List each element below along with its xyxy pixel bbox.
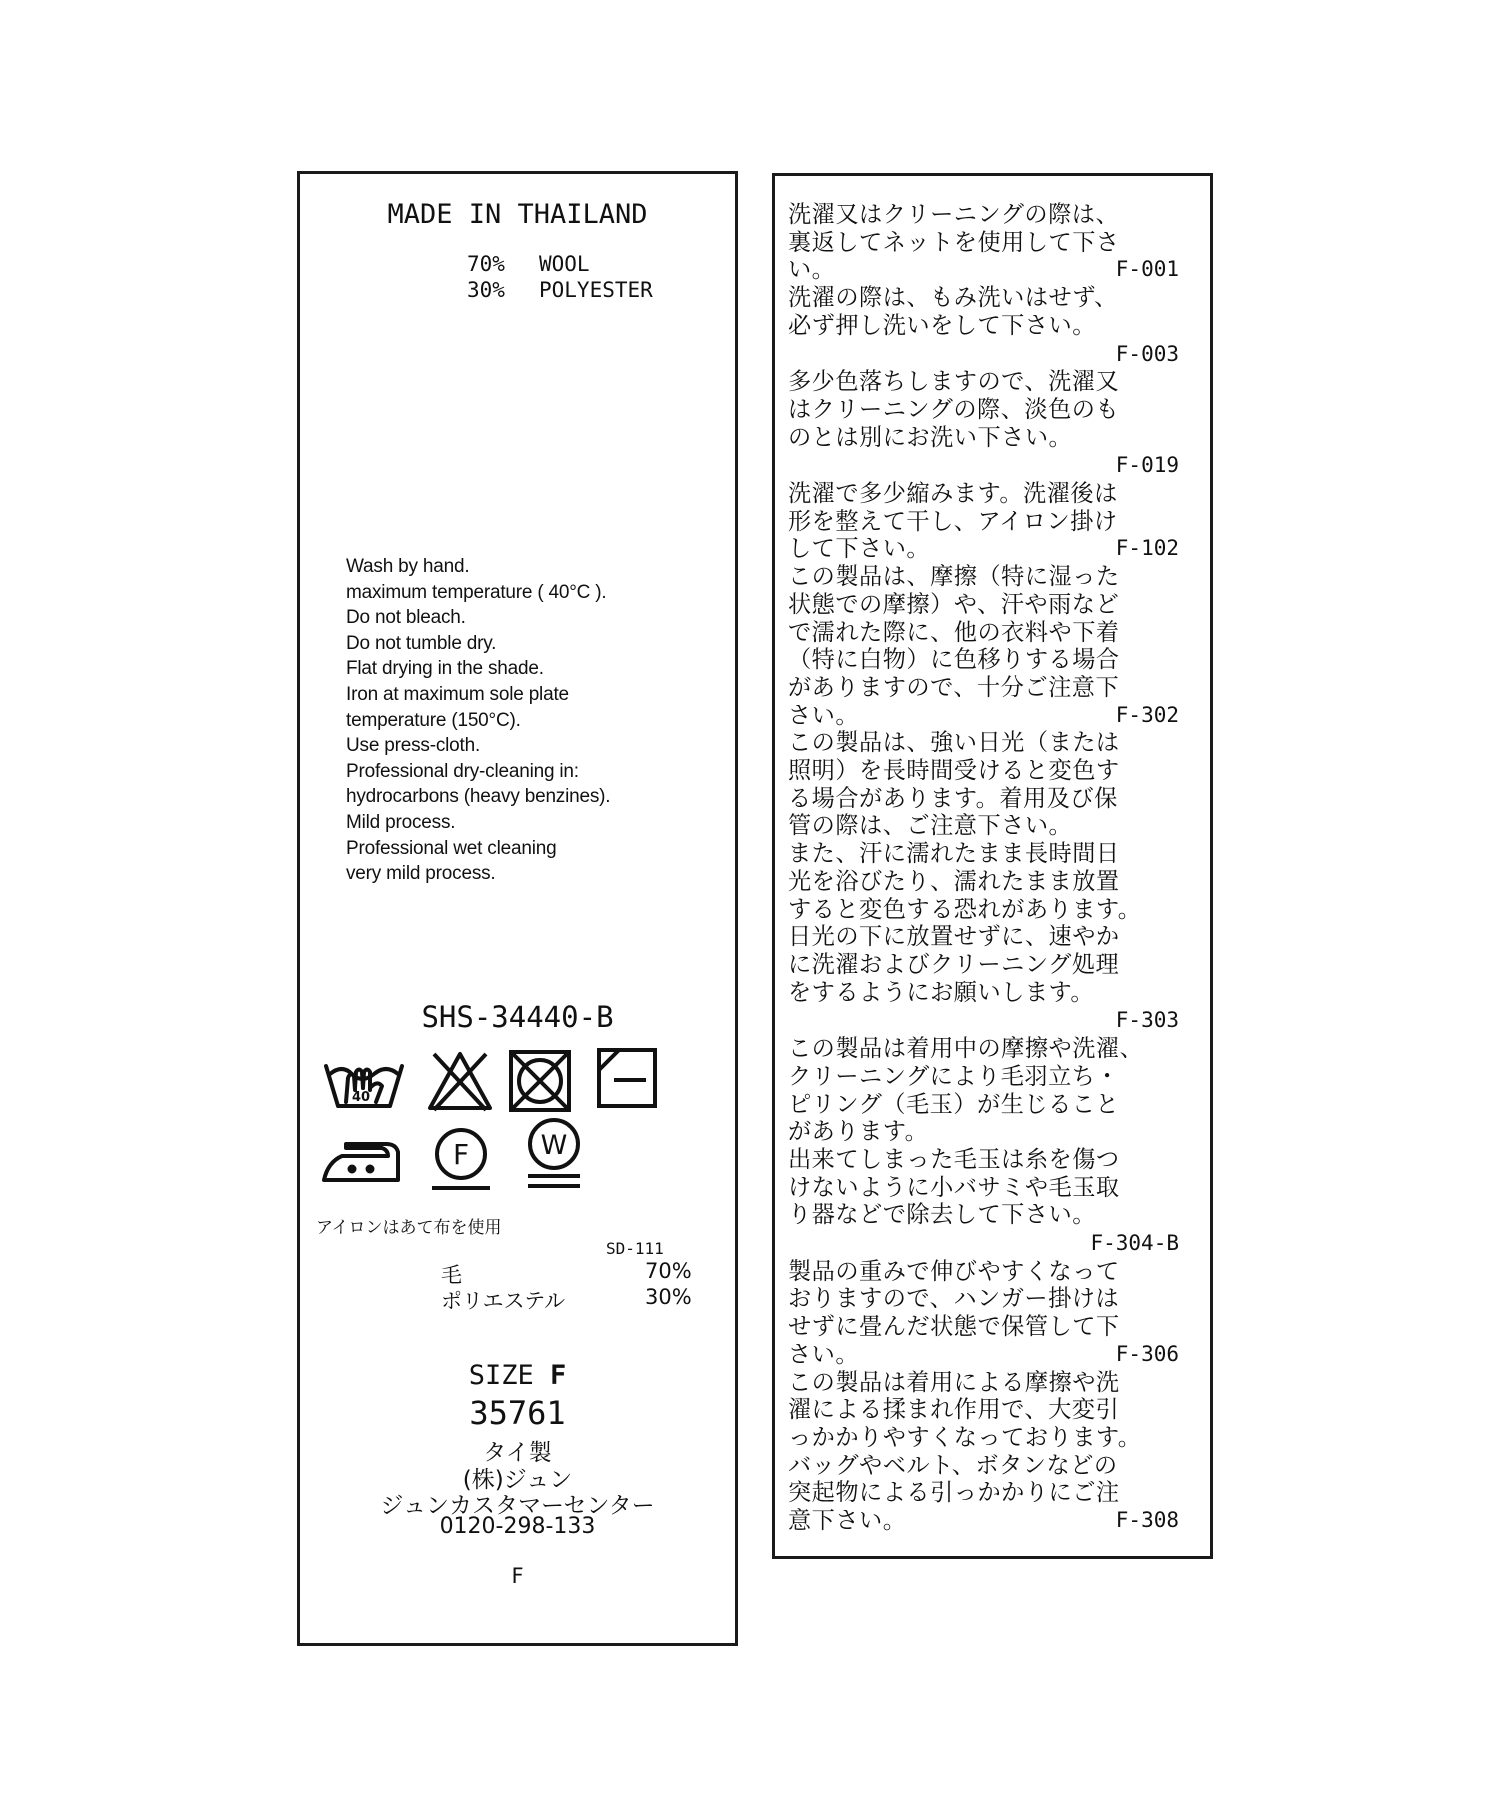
note-line: この製品は、強い日光（または — [788, 729, 1120, 757]
care-notes-jp — [788, 201, 1192, 1535]
composition-row-jp — [441, 1285, 692, 1315]
fiber-name: ポリエステル — [441, 1289, 566, 1313]
note-line: で濡れた際に、他の衣料や下着 — [788, 618, 1120, 646]
composition-percent: 30% — [467, 278, 505, 302]
note-line: けないように小バサミや毛玉取 — [788, 1173, 1120, 1201]
note-line: クリーニングにより毛羽立ち・ — [788, 1062, 1120, 1090]
note-line: この製品は着用による摩擦や洗 — [788, 1368, 1120, 1396]
note-code-row — [788, 451, 1192, 480]
care-note — [788, 480, 1192, 563]
fiber-percent: 30% — [645, 1285, 692, 1309]
phone-number: 0120-298-133 — [439, 1514, 596, 1539]
note-code: F-304-B — [1090, 1231, 1179, 1256]
note-line-with-code — [788, 702, 1192, 730]
note-line: この製品は、摩擦（特に湿った — [788, 563, 1120, 591]
composition-row-en — [467, 252, 590, 276]
note-line: 形を整えて干し、アイロン掛け — [788, 507, 1118, 535]
note-line: 裏返してネットを使用して下さ — [788, 228, 1120, 256]
note-line: り器などで除去して下さい。 — [788, 1201, 1096, 1229]
note-line: い。 — [788, 256, 836, 284]
note-line: に洗濯およびクリーニング処理 — [788, 950, 1120, 978]
note-line: この製品は着用中の摩擦や洗濯、 — [788, 1035, 1144, 1063]
care-note — [788, 368, 1192, 480]
hand-wash-40-icon — [326, 1066, 402, 1106]
wet-clean-very-mild-icon — [528, 1120, 580, 1186]
fiber-percent: 70% — [645, 1259, 692, 1283]
care-note — [788, 1035, 1192, 1258]
note-line: また、汗に濡れたまま長時間日 — [788, 840, 1120, 868]
care-line: Professional dry-cleaning in: — [346, 760, 579, 782]
care-line: Professional wet cleaning — [346, 837, 557, 859]
note-line: 濯による揉まれ作用で、大変引 — [788, 1396, 1120, 1424]
product-number: 35761 — [469, 1394, 566, 1432]
svg-text:F: F — [452, 1138, 470, 1171]
note-line: さい。 — [788, 701, 860, 729]
note-line: （特に白物）に色移りする場合 — [788, 646, 1120, 674]
care-label-left — [297, 171, 738, 1646]
note-line: して下さい。 — [788, 535, 931, 563]
care-line: Do not bleach. — [346, 607, 466, 629]
note-line-with-code — [788, 256, 1192, 284]
size-label: SIZE — [468, 1360, 534, 1391]
note-line: をするようにお願いします。 — [788, 978, 1095, 1006]
care-line: temperature (150°C). — [346, 709, 521, 731]
note-line: さい。 — [788, 1340, 860, 1368]
note-line: バッグやベルト、ボタンなどの — [788, 1451, 1118, 1479]
svg-text:40: 40 — [351, 1090, 371, 1105]
note-line: 製品の重みで伸びやすくなって — [788, 1257, 1120, 1285]
note-line: っかかりやすくなっております。 — [788, 1423, 1142, 1451]
note-line-with-code — [788, 1507, 1192, 1535]
note-line: る場合があります。着用及び保 — [788, 784, 1118, 812]
care-note — [788, 284, 1192, 368]
care-note — [788, 201, 1192, 284]
note-line: 状態での摩擦）や、汗や雨など — [788, 590, 1120, 618]
note-line: 意下さい。 — [788, 1507, 907, 1535]
fiber-name: 毛 — [441, 1263, 462, 1287]
size-line — [300, 1360, 735, 1391]
note-line: 洗濯の際は、もみ洗いはせず、 — [788, 284, 1118, 312]
note-code: F-001 — [1115, 257, 1179, 282]
note-line: 必ず押し洗いをして下さい。 — [788, 311, 1096, 339]
note-code: F-102 — [1115, 536, 1179, 561]
dry-clean-f-mild-icon — [432, 1130, 490, 1188]
note-line: 多少色落ちしますので、洗濯又 — [788, 368, 1120, 396]
note-line: はクリーニングの際、淡色のも — [788, 395, 1120, 423]
note-line: があります。 — [788, 1118, 929, 1146]
note-line: 照明）を長時間受けると変色す — [788, 757, 1120, 785]
note-line: がありますので、十分ご注意下 — [788, 673, 1120, 701]
note-code-row — [788, 340, 1192, 369]
note-line: 洗濯で多少縮みます。洗濯後は — [788, 480, 1118, 508]
company-name: (株)ジュン — [462, 1467, 573, 1493]
note-code: F-003 — [1115, 341, 1179, 366]
note-line: 突起物による引っかかりにご注 — [788, 1479, 1120, 1507]
flat-dry-shade-icon — [599, 1050, 655, 1106]
note-line: 光を浴びたり、濡れたまま放置 — [788, 867, 1120, 895]
note-code-row — [788, 1229, 1192, 1258]
care-line: very mild process. — [346, 863, 496, 885]
care-line: Do not tumble dry. — [346, 632, 497, 654]
size-mark: F — [511, 1564, 524, 1588]
care-line: hydrocarbons (heavy benzines). — [346, 786, 611, 808]
care-line: Mild process. — [346, 811, 456, 833]
care-symbols — [322, 1044, 722, 1194]
sd-code: SD-111 — [606, 1239, 664, 1258]
note-code: F-303 — [1115, 1008, 1179, 1033]
note-code: F-302 — [1115, 702, 1179, 727]
svg-text:W: W — [540, 1130, 568, 1161]
care-label-right — [772, 173, 1213, 1559]
note-line: せずに畳んだ状態で保管して下 — [788, 1313, 1120, 1341]
note-line: ピリング（毛玉）が生じること — [788, 1090, 1120, 1118]
care-note — [788, 1258, 1192, 1369]
note-code: F-019 — [1115, 453, 1179, 478]
do-not-tumble-dry-icon — [511, 1052, 569, 1110]
customer-center: ジュンカスタマーセンター — [380, 1493, 655, 1519]
care-note — [788, 1369, 1192, 1535]
note-line: すると変色する恐れがあります。 — [788, 895, 1142, 923]
note-line-with-code — [788, 535, 1192, 563]
note-line: 日光の下に放置せずに、速やか — [788, 923, 1120, 951]
composition-fiber: POLYESTER — [539, 278, 653, 302]
care-line: Use press-cloth. — [346, 735, 481, 757]
note-line: 洗濯又はクリーニングの際は、 — [788, 201, 1120, 228]
care-note — [788, 563, 1192, 729]
care-line: Iron at maximum sole plate — [346, 683, 569, 705]
care-instructions-en — [346, 554, 610, 887]
note-code: F-306 — [1115, 1341, 1179, 1366]
care-note — [788, 729, 1192, 1035]
do-not-bleach-icon — [430, 1054, 490, 1110]
care-line: maximum temperature ( 40°C ). — [346, 581, 607, 603]
care-line: Flat drying in the shade. — [346, 658, 544, 680]
note-code-row — [788, 1006, 1192, 1035]
style-number: SHS-34440-B — [421, 1000, 614, 1034]
iron-medium-icon — [324, 1144, 398, 1180]
note-line: 管の際は、ご注意下さい。 — [788, 812, 1073, 840]
note-line: のとは別にお洗い下さい。 — [788, 423, 1073, 451]
country-jp: タイ製 — [483, 1440, 552, 1466]
size-value: F — [550, 1360, 567, 1391]
origin-text: MADE IN THAILAND — [387, 199, 648, 230]
composition-fiber: WOOL — [539, 252, 590, 276]
iron-note: アイロンはあて布を使用 — [316, 1218, 502, 1238]
note-line-with-code — [788, 1341, 1192, 1369]
composition-row-en — [467, 278, 653, 302]
care-line: Wash by hand. — [346, 556, 470, 577]
note-line: おりますので、ハンガー掛けは — [788, 1285, 1120, 1313]
note-line: 出来てしまった毛玉は糸を傷つ — [788, 1145, 1120, 1173]
note-code: F-308 — [1115, 1508, 1179, 1533]
composition-percent: 70% — [467, 252, 505, 276]
